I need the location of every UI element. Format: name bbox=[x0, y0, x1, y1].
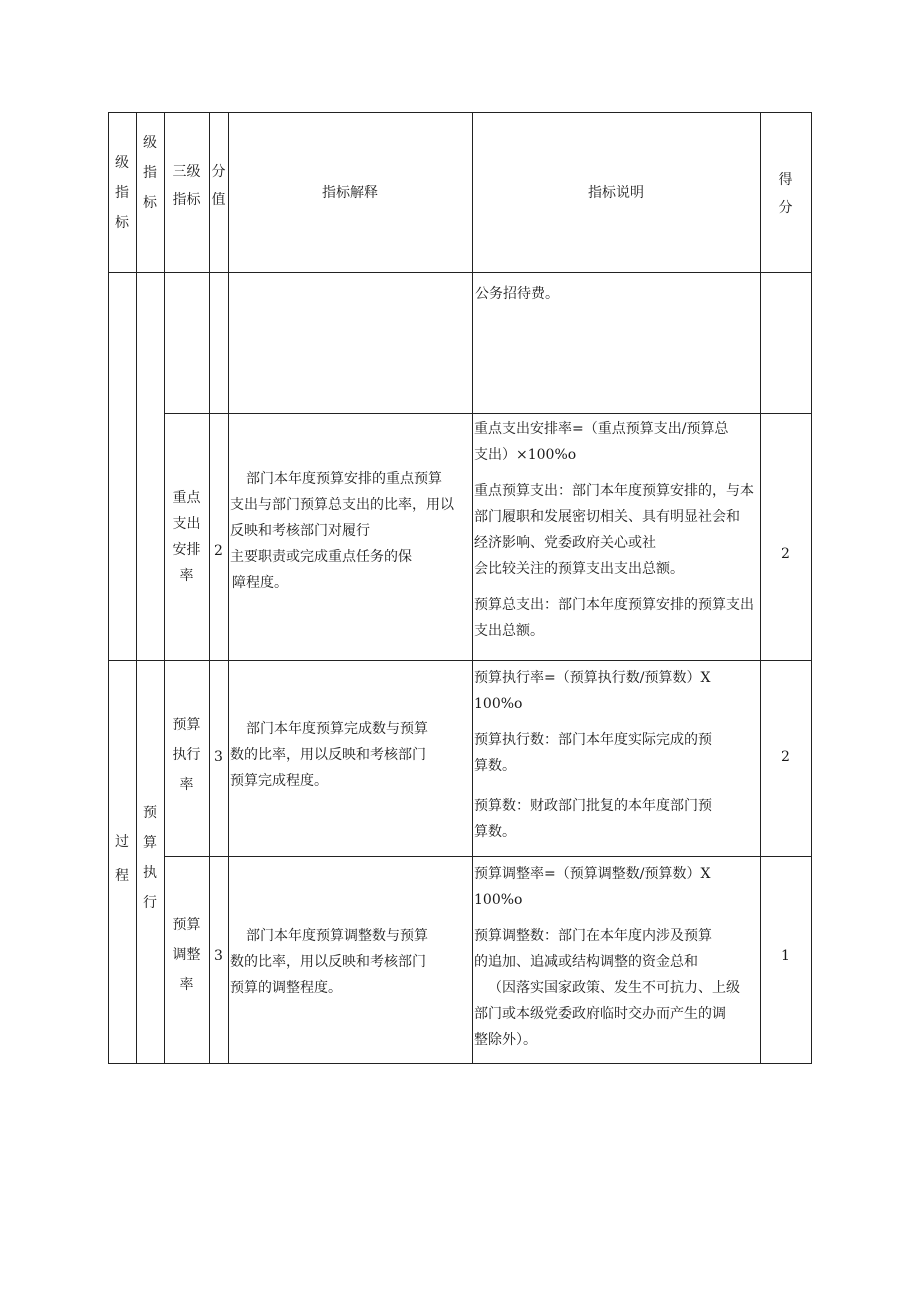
header-text: 标 bbox=[115, 215, 129, 231]
score-value: 3 bbox=[214, 749, 223, 765]
definition-paragraph bbox=[474, 592, 760, 644]
column-divider bbox=[209, 112, 210, 1064]
cell-text: 重点预算支出：部门本年度预算安排的，与本 bbox=[474, 483, 754, 499]
cell-text: 主要职责或完成重点任务的保 bbox=[230, 549, 412, 565]
explanation-execution-rate bbox=[230, 716, 472, 794]
row-divider bbox=[164, 413, 812, 414]
column-divider bbox=[136, 112, 137, 1064]
cell-text: 行 bbox=[143, 895, 157, 911]
header-divider bbox=[108, 272, 812, 273]
cell-text: 预算数：财政部门批复的本年度部门预 bbox=[474, 798, 712, 814]
cell-text: 预算 bbox=[172, 717, 201, 733]
header-text: 标 bbox=[143, 195, 157, 211]
cell-text: 数的比率，用以反映和考核部门 bbox=[230, 747, 426, 763]
cell-text: 的追加、追减或结构调整的资金总和 bbox=[474, 954, 698, 970]
formula-paragraph bbox=[474, 861, 760, 913]
score-execution-rate: 2 bbox=[781, 749, 790, 765]
cell-text: 部门或本级党委政府临时交办而产生的调 bbox=[474, 1006, 726, 1022]
header-text: 值 bbox=[211, 192, 226, 208]
description-key-spending bbox=[474, 416, 760, 644]
explanation-key-spending bbox=[230, 466, 472, 596]
header-score bbox=[760, 166, 811, 222]
definition-paragraph bbox=[474, 478, 760, 582]
cell-text: 率 bbox=[179, 568, 194, 584]
definition-paragraph bbox=[474, 793, 760, 845]
header-text: 指 bbox=[115, 185, 129, 201]
table-border-top bbox=[108, 112, 812, 113]
level3-execution-rate bbox=[164, 710, 209, 800]
formula-paragraph bbox=[474, 416, 760, 468]
score-value: 2 bbox=[214, 543, 223, 559]
cell-text: 调整 bbox=[172, 947, 201, 963]
cell-text: 程 bbox=[115, 868, 129, 884]
header-text: 三级 bbox=[172, 164, 201, 180]
cell-text: 支出与部门预算总支出的比率，用以 bbox=[230, 497, 454, 513]
cell-text: 过 bbox=[115, 834, 129, 850]
cell-text: 执 bbox=[143, 865, 157, 881]
cell-text: 支出）×100%o bbox=[474, 447, 577, 463]
cell-text: 预算的调整程度。 bbox=[230, 980, 342, 996]
column-divider bbox=[228, 112, 229, 1064]
cell-text: 支出 bbox=[172, 516, 201, 532]
cell-text: 安排 bbox=[172, 542, 201, 558]
header-level1-indicator bbox=[108, 148, 136, 238]
column-divider bbox=[760, 112, 761, 1064]
cell-text: 预算调整率=（预算调整数/预算数）X bbox=[474, 866, 711, 882]
description-execution-rate bbox=[474, 665, 760, 845]
cell-text: 100%o bbox=[474, 892, 523, 908]
continuation-description: 公务招待费。 bbox=[475, 286, 559, 302]
cell-text: 会比较关注的预算支出支出总额。 bbox=[474, 561, 684, 577]
cell-text: 支出总额。 bbox=[474, 623, 544, 639]
definition-paragraph bbox=[474, 923, 760, 1053]
definition-paragraph bbox=[474, 727, 760, 779]
cell-text: 预算调整数：部门在本年度内涉及预算 bbox=[474, 928, 712, 944]
header-level2-indicator bbox=[136, 128, 164, 218]
cell-text: 部门本年度预算完成数与预算 bbox=[246, 721, 428, 737]
cell-text: 算 bbox=[143, 835, 157, 851]
cell-text: 重点 bbox=[172, 490, 201, 506]
cell-text: 预算完成程度。 bbox=[230, 773, 328, 789]
formula-paragraph bbox=[474, 665, 760, 717]
cell-text: 预算执行数：部门本年度实际完成的预 bbox=[474, 732, 712, 748]
cell-text: 执行 bbox=[172, 747, 201, 763]
table-border-right bbox=[811, 112, 812, 1064]
cell-text: 经济影响、党委政府关心或社 bbox=[474, 535, 656, 551]
header-explanation: 指标解释 bbox=[322, 185, 378, 201]
cell-text: 率 bbox=[179, 777, 194, 793]
cell-text: 反映和考核部门对履行 bbox=[230, 523, 370, 539]
description-adjustment-rate bbox=[474, 861, 760, 1053]
cell-text: 预 bbox=[143, 805, 157, 821]
cell-text: 部门本年度预算安排的重点预算 bbox=[246, 471, 442, 487]
header-level3-indicator bbox=[164, 158, 209, 214]
row-divider bbox=[108, 660, 812, 661]
cell-text: （因落实国家政策、发生不可抗力、上级 bbox=[488, 980, 740, 996]
score-adjustment-rate: 1 bbox=[781, 948, 790, 964]
table-border-bottom bbox=[108, 1063, 812, 1064]
header-text: 指 bbox=[143, 165, 157, 181]
cell-text: 重点支出安排率=（重点预算支出/预算总 bbox=[474, 421, 729, 437]
column-divider bbox=[472, 112, 473, 1064]
header-text: 级 bbox=[143, 135, 157, 151]
header-text: 指标 bbox=[172, 192, 201, 208]
score-value: 3 bbox=[214, 948, 223, 964]
cell-text: 预算总支出：部门本年度预算安排的预算支出 bbox=[474, 597, 754, 613]
header-text: 分 bbox=[778, 200, 793, 216]
cell-text: 100%o bbox=[474, 696, 523, 712]
header-text: 得 bbox=[778, 172, 793, 188]
cell-text: 算数。 bbox=[474, 824, 516, 840]
cell-text: 率 bbox=[179, 977, 194, 993]
header-text: 分 bbox=[211, 164, 226, 180]
header-text: 级 bbox=[115, 155, 129, 171]
cell-text: 部门履职和发展密切相关、具有明显社会和 bbox=[474, 509, 740, 525]
cell-text: 整除外）。 bbox=[474, 1032, 537, 1048]
cell-text: 障程度。 bbox=[232, 575, 288, 591]
level2-budget-execution bbox=[136, 798, 164, 918]
level1-process bbox=[108, 825, 136, 893]
level3-key-spending-rate bbox=[164, 485, 209, 589]
cell-text: 预算执行率=（预算执行数/预算数）X bbox=[474, 670, 711, 686]
explanation-adjustment-rate bbox=[230, 923, 472, 1001]
cell-text: 预算 bbox=[172, 917, 201, 933]
cell-text: 数的比率，用以反映和考核部门 bbox=[230, 954, 426, 970]
table-border-left bbox=[108, 112, 109, 1064]
cell-text: 算数。 bbox=[474, 758, 516, 774]
level3-adjustment-rate bbox=[164, 910, 209, 1000]
score-key-spending: 2 bbox=[781, 546, 790, 562]
header-description: 指标说明 bbox=[588, 185, 644, 201]
cell-text: 部门本年度预算调整数与预算 bbox=[246, 928, 428, 944]
header-score-value bbox=[209, 158, 228, 214]
row-divider bbox=[164, 856, 812, 857]
